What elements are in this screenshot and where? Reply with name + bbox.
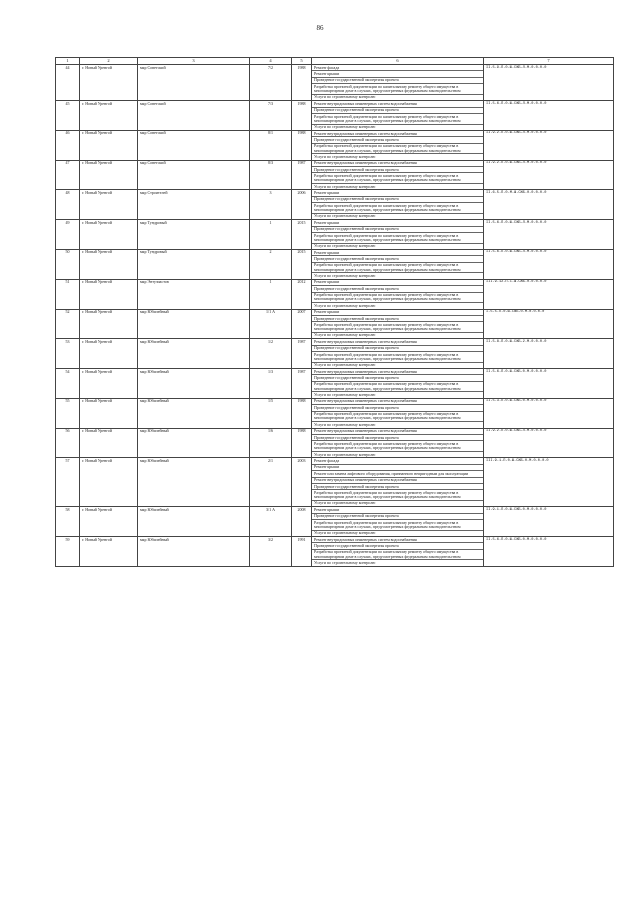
build-year-cell: 1988 bbox=[292, 65, 312, 101]
work-item: Проведение государственной экспертизы проекта bbox=[312, 543, 483, 549]
city-cell: г. Новый Уренгой bbox=[80, 130, 138, 160]
work-item: Ремонт внутридомовых инженерных систем водоснабжения bbox=[312, 131, 483, 137]
work-item: Разработка проектной документации по капитальному ремонту общего имущества в многоквартирном доме в случаях, предусмотренных федеральным законодательством bbox=[312, 293, 483, 304]
row-number: 45 bbox=[56, 101, 80, 131]
house-number-cell: 1/5 bbox=[250, 398, 292, 428]
city-cell: г. Новый Уренгой bbox=[80, 309, 138, 339]
work-item: Проведение государственной экспертизы проекта bbox=[312, 405, 483, 411]
house-number-cell: 1/6 bbox=[250, 428, 292, 458]
work-item: Разработка проектной документации по капитальному ремонту общего имущества в многоквартирном доме в случаях, предусмотренных федеральным законодательством bbox=[312, 441, 483, 452]
build-year-cell: 1988 bbox=[292, 130, 312, 160]
street-cell: мкр Советский bbox=[138, 65, 250, 101]
work-item: Услуги по строительному контролю bbox=[314, 272, 376, 278]
street-cell: мкр Юбилейный bbox=[138, 537, 250, 567]
work-item: Разработка проектной документации по капитальному ремонту общего имущества в многоквартирном доме в случаях, предусмотренных федеральным законодательством bbox=[312, 412, 483, 423]
work-item: Ремонт крыши bbox=[312, 71, 483, 77]
work-item: Проведение государственной экспертизы проекта bbox=[312, 137, 483, 143]
work-item: Проведение государственной экспертизы проекта bbox=[312, 167, 483, 173]
work-item: Ремонт внутридомовых инженерных систем водоснабжения bbox=[312, 339, 483, 345]
street-cell: мкр Юбилейный bbox=[138, 458, 250, 507]
column-number-1: 1 bbox=[56, 58, 80, 65]
build-year-cell: 1987 bbox=[292, 160, 312, 190]
work-item: Разработка проектной документации по капитальному ремонту общего имущества в многоквартирном доме в случаях, предусмотренных федеральным законодательством bbox=[312, 490, 483, 501]
work-item: Ремонт или замена лифтового оборудования, признанного непригодным для эксплуатации bbox=[312, 471, 483, 477]
table-row bbox=[56, 458, 614, 507]
row-number: 58 bbox=[56, 507, 80, 537]
work-item: Услуги по строительному контролю bbox=[314, 213, 376, 219]
work-types-cell bbox=[312, 130, 484, 160]
city-cell: г. Новый Уренгой bbox=[80, 279, 138, 309]
table-row bbox=[56, 398, 614, 428]
table-row bbox=[56, 369, 614, 399]
work-types-cell bbox=[312, 190, 484, 220]
work-types-cell bbox=[312, 279, 484, 309]
street-cell: мкр Тундровый bbox=[138, 220, 250, 250]
city-cell: г. Новый Уренгой bbox=[80, 220, 138, 250]
work-item: Услуги по строительному контролю bbox=[314, 362, 376, 368]
work-item: Разработка проектной документации по капитальному ремонту общего имущества в многоквартирном доме в случаях, предусмотренных федеральным законодательством bbox=[312, 84, 483, 95]
build-year-cell: 1987 bbox=[292, 369, 312, 399]
work-types-cell bbox=[312, 458, 484, 507]
work-item: Услуги по строительному контролю bbox=[314, 392, 376, 398]
work-item: Разработка проектной документации по капитальному ремонту общего имущества в многоквартирном доме в случаях, предусмотренных федеральным законодательством bbox=[312, 203, 483, 214]
row-number: 48 bbox=[56, 190, 80, 220]
column-number-2: 2 bbox=[80, 58, 138, 65]
work-item: Разработка проектной документации по капитальному ремонту общего имущества в многоквартирном доме в случаях, предусмотренных федеральным законодательством bbox=[312, 352, 483, 363]
column-number-3: 3 bbox=[138, 58, 250, 65]
street-cell: мкр Советский bbox=[138, 101, 250, 131]
build-year-cell: 2012 bbox=[292, 279, 312, 309]
building-code-cell: II-5-3-П-0-Ш-СЖБ-0-М-0-0-0-0 bbox=[484, 398, 614, 428]
build-year-cell: 2006 bbox=[292, 190, 312, 220]
build-year-cell: 2015 bbox=[292, 220, 312, 250]
table-row bbox=[56, 279, 614, 309]
table-row bbox=[56, 190, 614, 220]
build-year-cell: 2008 bbox=[292, 507, 312, 537]
build-year-cell: 1987 bbox=[292, 339, 312, 369]
city-cell: г. Новый Уренгой bbox=[80, 537, 138, 567]
build-year-cell: 2003 bbox=[292, 458, 312, 507]
city-cell: г. Новый Уренгой bbox=[80, 398, 138, 428]
house-number-cell: 3/1 А bbox=[250, 507, 292, 537]
building-code-cell: II-5-9-П-0-Ш-СЖБ-Л-М-0-0-0-0 bbox=[484, 65, 614, 101]
work-item: Ремонт внутридомовых инженерных систем водоснабжения bbox=[312, 537, 483, 543]
building-code-cell: III-9-1-П-0-Ш-СЖБ-0-М-0-0-0-0 bbox=[484, 458, 614, 507]
house-number-cell: 1/2 bbox=[250, 339, 292, 369]
work-item: Ремонт крыши bbox=[312, 250, 483, 256]
table-row bbox=[56, 507, 614, 537]
work-item: Услуги по строительному контролю bbox=[314, 332, 376, 338]
table-row bbox=[56, 309, 614, 339]
work-item: Ремонт внутридомовых инженерных систем водоснабжения bbox=[312, 399, 483, 405]
work-item: Ремонт крыши bbox=[312, 220, 483, 226]
build-year-cell: 2007 bbox=[292, 309, 312, 339]
house-number-cell: 7/3 bbox=[250, 101, 292, 131]
city-cell: г. Новый Уренгой bbox=[80, 65, 138, 101]
work-types-cell bbox=[312, 507, 484, 537]
work-item: Разработка проектной документации по капитальному ремонту общего имущества в многоквартирном доме в случаях, предусмотренных федеральным законодательством bbox=[312, 520, 483, 531]
house-number-cell: 3 bbox=[250, 190, 292, 220]
work-item: Услуги по строительному контролю bbox=[314, 243, 376, 249]
work-types-cell bbox=[312, 398, 484, 428]
house-number-cell: 3/2 bbox=[250, 537, 292, 567]
work-item: Ремонт внутридомовых инженерных систем водоснабжения bbox=[312, 429, 483, 435]
work-types-cell bbox=[312, 428, 484, 458]
row-number: 59 bbox=[56, 537, 80, 567]
house-number-cell: 7/2 bbox=[250, 65, 292, 101]
work-item: Проведение государственной экспертизы проекта bbox=[312, 227, 483, 233]
house-number-cell: 2/1 bbox=[250, 458, 292, 507]
work-types-cell bbox=[312, 309, 484, 339]
work-types-cell bbox=[312, 369, 484, 399]
work-item: Ремонт фасада bbox=[312, 458, 483, 464]
city-cell: г. Новый Уренгой bbox=[80, 458, 138, 507]
build-year-cell: 1988 bbox=[292, 101, 312, 131]
building-code-cell: II-5-8-П-0-Ш-СЖБ-2-М-0-0-0-0 bbox=[484, 339, 614, 369]
register-body bbox=[56, 58, 614, 567]
work-types-cell bbox=[312, 249, 484, 279]
work-item: Проведение государственной экспертизы проекта bbox=[312, 435, 483, 441]
work-item: Ремонт крыши bbox=[312, 465, 483, 471]
building-code-cell: I-5-5-П-0-Ш-СЖБ-0-М-0-0-0-0 bbox=[484, 309, 614, 339]
work-item: Проведение государственной экспертизы проекта bbox=[312, 197, 483, 203]
street-cell: мкр Юбилейный bbox=[138, 309, 250, 339]
work-item: Услуги по строительному контролю bbox=[314, 124, 376, 130]
work-item: Ремонт крыши bbox=[312, 280, 483, 286]
row-number: 44 bbox=[56, 65, 80, 101]
house-number-cell: 1 bbox=[250, 220, 292, 250]
build-year-cell: 1988 bbox=[292, 428, 312, 458]
column-number-7: 7 bbox=[484, 58, 614, 65]
table-row bbox=[56, 130, 614, 160]
building-code-cell: II-5-6-П-0-Ш-СЖБ-Л-М-0-0-0-0 bbox=[484, 220, 614, 250]
work-item: Услуги по строительному контролю bbox=[314, 451, 376, 457]
work-item: Услуги по строительному контролю bbox=[314, 560, 376, 566]
work-types-cell bbox=[312, 537, 484, 567]
work-item: Услуги по строительному контролю bbox=[314, 500, 376, 506]
work-item: Ремонт крыши bbox=[312, 507, 483, 513]
work-item: Разработка проектной документации по капитальному ремонту общего имущества в многоквартирном доме в случаях, предусмотренных федеральным законодательством bbox=[312, 173, 483, 184]
work-types-cell bbox=[312, 65, 484, 101]
work-item: Услуги по строительному контролю bbox=[314, 153, 376, 159]
street-cell: мкр Юбилейный bbox=[138, 369, 250, 399]
work-item: Услуги по строительному контролю bbox=[314, 183, 376, 189]
house-number-cell: 8/1 bbox=[250, 130, 292, 160]
work-item: Проведение государственной экспертизы проекта bbox=[312, 256, 483, 262]
work-item: Разработка проектной документации по капитальному ремонту общего имущества в многоквартирном доме в случаях, предусмотренных федеральным законодательством bbox=[312, 382, 483, 393]
city-cell: г. Новый Уренгой bbox=[80, 101, 138, 131]
column-number-5: 5 bbox=[292, 58, 312, 65]
building-code-cell: II-5-6-П-0-Ш-СЖБ-0-М-0-0-0-0 bbox=[484, 369, 614, 399]
work-item: Проведение государственной экспертизы проекта bbox=[312, 286, 483, 292]
city-cell: г. Новый Уренгой bbox=[80, 160, 138, 190]
build-year-cell: 1991 bbox=[292, 537, 312, 567]
work-item: Ремонт внутридомовых инженерных систем водоснабжения bbox=[312, 101, 483, 107]
city-cell: г. Новый Уренгой bbox=[80, 369, 138, 399]
work-item: Разработка проектной документации по капитальному ремонту общего имущества в многоквартирном доме в случаях, предусмотренных федеральным законодательством bbox=[312, 144, 483, 155]
row-number: 47 bbox=[56, 160, 80, 190]
table-row bbox=[56, 428, 614, 458]
street-cell: мкр Советский bbox=[138, 160, 250, 190]
street-cell: мкр Советский bbox=[138, 130, 250, 160]
building-code-cell: II-9-2-П-0-Ш-СЖБ-Л-М-0-0-0-0 bbox=[484, 428, 614, 458]
work-item: Ремонт внутридомовых инженерных систем водоснабжения bbox=[312, 478, 483, 484]
table-row bbox=[56, 537, 614, 567]
building-code-cell: II-9-2-П-0-Ш-СЖБ-Л-М-0-0-0-0 bbox=[484, 160, 614, 190]
building-code-cell: II-9-1-П-0-Ш-СЖБ-0-М-0-0-0-0 bbox=[484, 507, 614, 537]
work-types-cell bbox=[312, 339, 484, 369]
work-item: Разработка проектной документации по капитальному ремонту общего имущества в многоквартирном доме в случаях, предусмотренных федеральным законодательством bbox=[312, 114, 483, 125]
house-number-cell: 2 bbox=[250, 249, 292, 279]
work-item: Проведение государственной экспертизы проекта bbox=[312, 375, 483, 381]
column-number-row bbox=[56, 58, 614, 65]
work-item: Ремонт внутридомовых инженерных систем водоснабжения bbox=[312, 161, 483, 167]
row-number: 51 bbox=[56, 279, 80, 309]
work-item: Проведение государственной экспертизы проекта bbox=[312, 316, 483, 322]
street-cell: мкр Строителей bbox=[138, 190, 250, 220]
city-cell: г. Новый Уренгой bbox=[80, 249, 138, 279]
work-item: Проведение государственной экспертизы проекта bbox=[312, 108, 483, 114]
build-year-cell: 2015 bbox=[292, 249, 312, 279]
build-year-cell: 1988 bbox=[292, 398, 312, 428]
table-row bbox=[56, 339, 614, 369]
repair-register-table bbox=[55, 57, 614, 567]
work-item: Разработка проектной документации по капитальному ремонту общего имущества в многоквартирном доме в случаях, предусмотренных федеральным законодательством bbox=[312, 550, 483, 561]
city-cell: г. Новый Уренгой bbox=[80, 507, 138, 537]
column-number-4: 4 bbox=[250, 58, 292, 65]
street-cell: мкр Юбилейный bbox=[138, 339, 250, 369]
work-types-cell bbox=[312, 160, 484, 190]
work-item: Услуги по строительному контролю bbox=[314, 302, 376, 308]
work-item: Разработка проектной документации по капитальному ремонту общего имущества в многоквартирном доме в случаях, предусмотренных федеральным законодательством bbox=[312, 322, 483, 333]
work-item: Разработка проектной документации по капитальному ремонту общего имущества в многоквартирном доме в случаях, предусмотренных федеральным законодательством bbox=[312, 233, 483, 244]
street-cell: мкр Юбилейный bbox=[138, 398, 250, 428]
building-code-cell: II-5-6-П-0-Ш-СЖБ-Л-М-0-0-0-0 bbox=[484, 101, 614, 131]
row-number: 55 bbox=[56, 398, 80, 428]
building-code-cell: II-9-2-П-0-Ш-СЖБ-Л-М-0-0-0-0 bbox=[484, 130, 614, 160]
house-number-cell: 8/3 bbox=[250, 160, 292, 190]
work-item: Проведение государственной экспертизы проекта bbox=[312, 78, 483, 84]
work-item: Ремонт внутридомовых инженерных систем водоснабжения bbox=[312, 369, 483, 375]
row-number: 50 bbox=[56, 249, 80, 279]
work-item: Ремонт крыши bbox=[312, 190, 483, 196]
city-cell: г. Новый Уренгой bbox=[80, 428, 138, 458]
table-row bbox=[56, 101, 614, 131]
row-number: 53 bbox=[56, 339, 80, 369]
row-number: 52 bbox=[56, 309, 80, 339]
city-cell: г. Новый Уренгой bbox=[80, 339, 138, 369]
work-item: Проведение государственной экспертизы проекта bbox=[312, 346, 483, 352]
table-row bbox=[56, 65, 614, 101]
building-code-cell: II-6-5-П-0-М-Ш-СЖБ-0-0-0-0-0 bbox=[484, 190, 614, 220]
page-number: 86 bbox=[316, 24, 324, 32]
work-item: Разработка проектной документации по капитальному ремонту общего имущества в многоквартирном доме в случаях, предусмотренных федеральным законодательством bbox=[312, 263, 483, 274]
building-code-cell: III-9-12-П-С-Ш-СЖБ-0-0-0-0-0 bbox=[484, 279, 614, 309]
house-number-cell: 1/1 А bbox=[250, 309, 292, 339]
city-cell: г. Новый Уренгой bbox=[80, 190, 138, 220]
work-types-cell bbox=[312, 220, 484, 250]
row-number: 54 bbox=[56, 369, 80, 399]
table-row bbox=[56, 249, 614, 279]
building-code-cell: II-5-6-П-0-Ш-СЖБ-0-М-0-0-0-0 bbox=[484, 537, 614, 567]
work-item: Ремонт крыши bbox=[312, 310, 483, 316]
row-number: 49 bbox=[56, 220, 80, 250]
row-number: 57 bbox=[56, 458, 80, 507]
work-item: Проведение государственной экспертизы проекта bbox=[312, 514, 483, 520]
street-cell: мкр Энтузиастов bbox=[138, 279, 250, 309]
street-cell: мкр Юбилейный bbox=[138, 428, 250, 458]
row-number: 46 bbox=[56, 130, 80, 160]
row-number: 56 bbox=[56, 428, 80, 458]
work-item: Ремонт фасада bbox=[312, 65, 483, 71]
house-number-cell: 1 bbox=[250, 279, 292, 309]
building-code-cell: II-5-6-П-0-Ш-СЖБ-Л-М-0-0-0-0 bbox=[484, 249, 614, 279]
table-row bbox=[56, 220, 614, 250]
work-item: Услуги по строительному контролю bbox=[314, 94, 376, 100]
work-types-cell bbox=[312, 101, 484, 131]
work-item: Услуги по строительному контролю bbox=[314, 530, 376, 536]
column-number-6: 6 bbox=[312, 58, 484, 65]
street-cell: мкр Тундровый bbox=[138, 249, 250, 279]
street-cell: мкр Юбилейный bbox=[138, 507, 250, 537]
work-item: Проведение государственной экспертизы проекта bbox=[312, 484, 483, 490]
house-number-cell: 1/3 bbox=[250, 369, 292, 399]
table-row bbox=[56, 160, 614, 190]
work-item: Услуги по строительному контролю bbox=[314, 421, 376, 427]
